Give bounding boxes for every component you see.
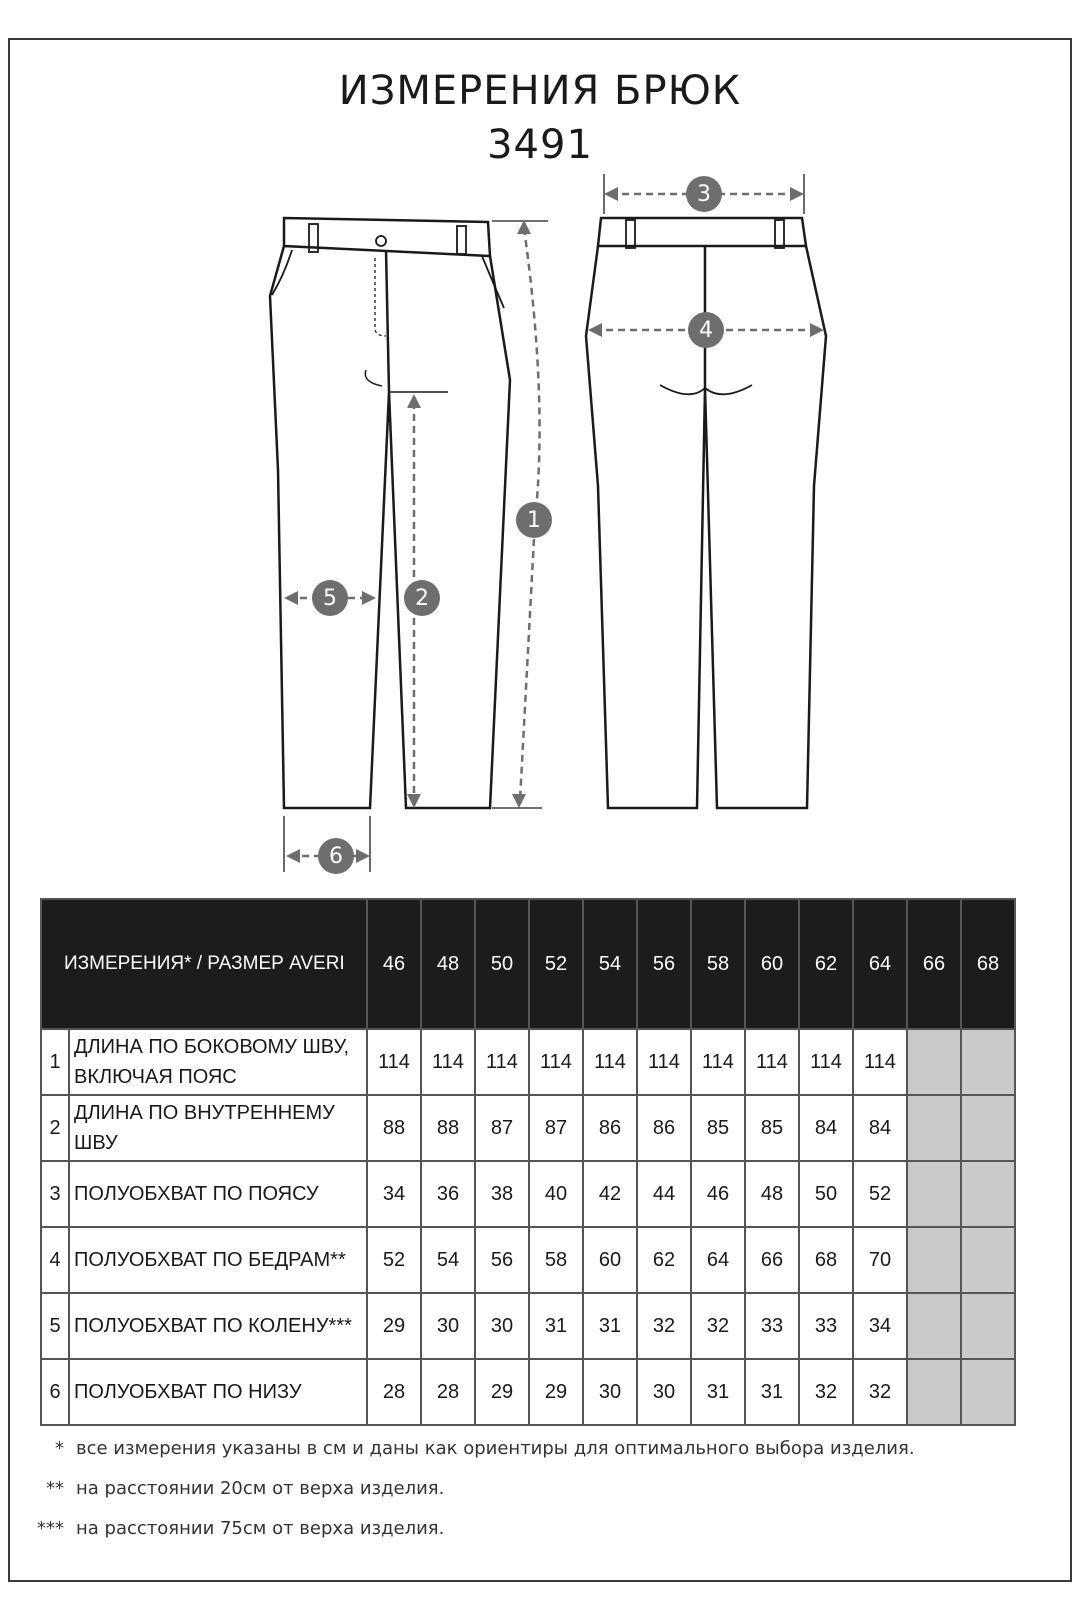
table-cell: 52 <box>853 1161 907 1227</box>
size-header: 56 <box>637 899 691 1029</box>
marker-4 <box>688 312 724 348</box>
svg-text:4: 4 <box>699 318 713 343</box>
unavailable-cell <box>961 1029 1015 1095</box>
unavailable-cell <box>907 1227 961 1293</box>
table-cell: 32 <box>799 1359 853 1425</box>
table-cell: 60 <box>583 1227 637 1293</box>
table-cell: 85 <box>745 1095 799 1161</box>
table-cell: 31 <box>529 1293 583 1359</box>
unavailable-cell <box>961 1095 1015 1161</box>
table-cell: 64 <box>691 1227 745 1293</box>
label-line: ДЛИНА ПО БОКОВОМУ ШВУ, <box>74 1036 350 1058</box>
table-cell: 114 <box>421 1029 475 1095</box>
label-line: ВКЛЮЧАЯ ПОЯС <box>74 1066 237 1088</box>
table-cell: 30 <box>583 1359 637 1425</box>
table-cell: 114 <box>853 1029 907 1095</box>
table-cell: 86 <box>583 1095 637 1161</box>
table-cell: 88 <box>421 1095 475 1161</box>
table-cell: 33 <box>745 1293 799 1359</box>
unavailable-cell <box>907 1293 961 1359</box>
table-cell: 50 <box>799 1161 853 1227</box>
table-cell: 114 <box>367 1029 421 1095</box>
row-number: 3 <box>41 1161 69 1227</box>
table-cell: 28 <box>367 1359 421 1425</box>
unavailable-cell <box>961 1359 1015 1425</box>
unavailable-cell <box>907 1359 961 1425</box>
footnote-mark: *** <box>37 1518 64 1539</box>
table-cell: 34 <box>853 1293 907 1359</box>
size-header: 60 <box>745 899 799 1029</box>
unavailable-cell <box>907 1161 961 1227</box>
measurement-label <box>69 1029 367 1095</box>
footnote-text: на расстоянии 75см от верха изделия. <box>76 1518 445 1539</box>
table-cell: 32 <box>853 1359 907 1425</box>
size-header: 52 <box>529 899 583 1029</box>
marker-2 <box>404 580 440 616</box>
table-cell: 87 <box>529 1095 583 1161</box>
marker-5 <box>312 580 348 616</box>
label-line: ПОЛУОБХВАТ ПО БЕДРАМ** <box>74 1249 346 1271</box>
table-cell: 114 <box>475 1029 529 1095</box>
table-cell: 36 <box>421 1161 475 1227</box>
table-cell: 114 <box>745 1029 799 1095</box>
table-cell: 84 <box>799 1095 853 1161</box>
footnote-3 <box>0 1518 444 1539</box>
table-cell: 87 <box>475 1095 529 1161</box>
marker-3 <box>686 176 722 212</box>
table-cell: 28 <box>421 1359 475 1425</box>
table-cell: 86 <box>637 1095 691 1161</box>
model-number: 3491 <box>487 122 593 168</box>
table-cell: 33 <box>799 1293 853 1359</box>
table-cell: 66 <box>745 1227 799 1293</box>
size-header: 66 <box>907 899 961 1029</box>
table-cell: 29 <box>367 1293 421 1359</box>
table-row <box>41 1227 1015 1293</box>
row-number: 2 <box>41 1095 69 1161</box>
table-cell: 52 <box>367 1227 421 1293</box>
label-line: ПОЛУОБХВАТ ПО НИЗУ <box>74 1381 302 1403</box>
table-cell: 38 <box>475 1161 529 1227</box>
row-number: 5 <box>41 1293 69 1359</box>
footnote-2 <box>0 1478 444 1499</box>
table-cell: 30 <box>475 1293 529 1359</box>
unavailable-cell <box>961 1227 1015 1293</box>
table-header-row <box>41 899 1015 1029</box>
table-cell: 84 <box>853 1095 907 1161</box>
table-cell: 58 <box>529 1227 583 1293</box>
table-cell: 48 <box>745 1161 799 1227</box>
table-cell: 70 <box>853 1227 907 1293</box>
footnote-mark: * <box>55 1438 64 1459</box>
table-cell: 114 <box>799 1029 853 1095</box>
size-header: 58 <box>691 899 745 1029</box>
table-cell: 29 <box>475 1359 529 1425</box>
size-header: 62 <box>799 899 853 1029</box>
measurement-label <box>69 1095 367 1161</box>
unavailable-cell <box>907 1095 961 1161</box>
unavailable-cell <box>961 1293 1015 1359</box>
size-header: 48 <box>421 899 475 1029</box>
table-cell: 31 <box>583 1293 637 1359</box>
measurement-label <box>69 1359 367 1425</box>
size-header: 46 <box>367 899 421 1029</box>
table-row <box>41 1359 1015 1425</box>
footnote-1 <box>0 1438 915 1459</box>
table-cell: 31 <box>691 1359 745 1425</box>
table-cell: 44 <box>637 1161 691 1227</box>
footnote-mark: ** <box>46 1478 64 1499</box>
table-row <box>41 1095 1015 1161</box>
svg-text:3: 3 <box>697 182 711 207</box>
table-cell: 40 <box>529 1161 583 1227</box>
size-header: 50 <box>475 899 529 1029</box>
table-row <box>41 1161 1015 1227</box>
table-cell: 30 <box>421 1293 475 1359</box>
unavailable-cell <box>907 1029 961 1095</box>
measurement-label <box>69 1293 367 1359</box>
footnote-text: на расстоянии 20см от верха изделия. <box>76 1478 445 1499</box>
size-header: 64 <box>853 899 907 1029</box>
table-row <box>41 1293 1015 1359</box>
table-cell: 114 <box>583 1029 637 1095</box>
table-cell: 54 <box>421 1227 475 1293</box>
svg-text:1: 1 <box>527 508 541 533</box>
marker-1 <box>516 502 552 538</box>
row-number: 6 <box>41 1359 69 1425</box>
table-cell: 88 <box>367 1095 421 1161</box>
footnote-text: все измерения указаны в см и даны как ориентиры для оптимального выбора изделия. <box>76 1438 915 1459</box>
table-cell: 62 <box>637 1227 691 1293</box>
table-cell: 31 <box>745 1359 799 1425</box>
table-cell: 56 <box>475 1227 529 1293</box>
row-number: 4 <box>41 1227 69 1293</box>
table-cell: 30 <box>637 1359 691 1425</box>
unavailable-cell <box>961 1161 1015 1227</box>
size-table <box>40 898 1016 1426</box>
size-header: 68 <box>961 899 1015 1029</box>
table-cell: 34 <box>367 1161 421 1227</box>
measurement-label <box>69 1227 367 1293</box>
table-cell: 32 <box>637 1293 691 1359</box>
label-line: ШВУ <box>74 1132 118 1154</box>
label-line: ПОЛУОБХВАТ ПО КОЛЕНУ*** <box>74 1315 352 1337</box>
header-label: ИЗМЕРЕНИЯ* / РАЗМЕР AVERI <box>41 899 367 1029</box>
table-row <box>41 1029 1015 1095</box>
table-cell: 32 <box>691 1293 745 1359</box>
front-outline <box>270 246 510 808</box>
svg-text:2: 2 <box>415 586 429 611</box>
svg-text:5: 5 <box>323 586 337 611</box>
label-line: ПОЛУОБХВАТ ПО ПОЯСУ <box>74 1183 319 1205</box>
measurement-label <box>69 1161 367 1227</box>
table-cell: 68 <box>799 1227 853 1293</box>
table-cell: 85 <box>691 1095 745 1161</box>
svg-text:6: 6 <box>329 844 343 869</box>
table-cell: 114 <box>691 1029 745 1095</box>
row-number: 1 <box>41 1029 69 1095</box>
table-cell: 114 <box>637 1029 691 1095</box>
marker-6 <box>318 838 354 874</box>
label-line: ДЛИНА ПО ВНУТРЕННЕМУ <box>74 1102 335 1124</box>
page-title: ИЗМЕРЕНИЯ БРЮК <box>338 68 742 114</box>
table-cell: 42 <box>583 1161 637 1227</box>
table-cell: 114 <box>529 1029 583 1095</box>
table-cell: 29 <box>529 1359 583 1425</box>
size-header: 54 <box>583 899 637 1029</box>
table-cell: 46 <box>691 1161 745 1227</box>
